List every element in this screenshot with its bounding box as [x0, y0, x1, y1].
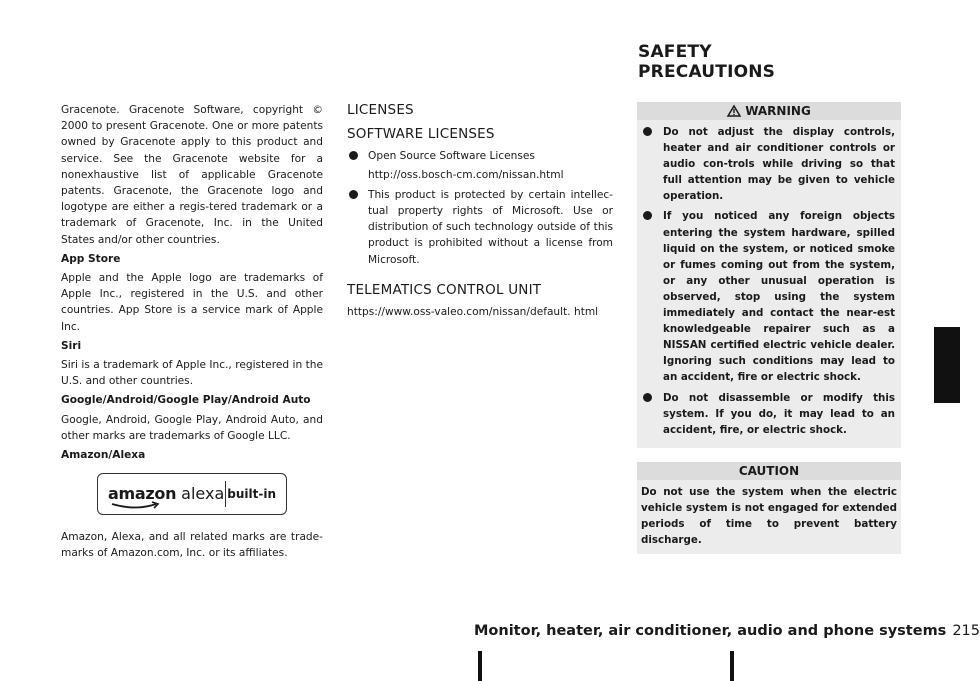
software-licenses-heading: SOFTWARE LICENSES — [347, 126, 495, 143]
bullet-icon — [643, 127, 652, 136]
siri-heading: Siri — [61, 339, 82, 352]
caution-text: Do not use the system when the electric vehicle system is not engaged for extended periods of time to prevent battery discharge. — [641, 485, 897, 547]
column-right — [637, 102, 901, 554]
licenses-heading: LICENSES — [347, 102, 414, 118]
crop-mark — [730, 651, 734, 681]
list-item: This product is protected by certain intellec-tual property rights of Microsoft. Use or distribution of such technology outside of this product is prohibited without a license from Microsoft. — [347, 187, 613, 268]
bullet-icon — [349, 151, 358, 160]
column-left — [61, 102, 323, 565]
amazon-paragraph: Amazon, Alexa, and all related marks are trade-marks of Amazon.com, Inc. or its affiliates. — [61, 531, 323, 560]
caution-box — [637, 462, 901, 554]
chapter-title: Monitor, heater, air conditioner, audio and phone systems — [474, 623, 947, 639]
appstore-heading: App Store — [61, 252, 121, 265]
alexa-wordmark: alexa — [181, 484, 225, 504]
list-item: Open Source Software Licenses — [347, 148, 613, 164]
warning-item: Do not adjust the display controls, heater and air conditioner controls or audio con-trols while driving so that full attention may be given to vehicle operation. — [637, 124, 901, 204]
warning-box — [637, 102, 901, 448]
amazon-smile-icon — [110, 502, 162, 510]
tcu-heading: TELEMATICS CONTROL UNIT — [347, 281, 542, 298]
siri-paragraph: Siri is a trademark of Apple Inc., registered in the U.S. and other countries. — [61, 359, 323, 388]
warning-item: If you noticed any foreign objects entering the system hardware, spilled liquid on the system, or noticed smoke or fumes coming out from the system, or any other unusual operation is observed, stop using the system immediately and contact the near-est knowledgeable repairer such as a NISSAN certified electric vehicle dealer. Ignoring such conditions may lead to an accident, fire or electric shock. — [637, 208, 901, 385]
google-heading: Google/Android/Google Play/Android Auto — [61, 394, 311, 407]
caution-header: CAUTION — [637, 462, 901, 480]
amazon-heading: Amazon/Alexa — [61, 449, 146, 462]
google-paragraph: Google, Android, Google Play, Android Auto, and other marks are trademarks of Google LLC. — [61, 413, 323, 442]
tcu-url[interactable]: https://www.oss-valeo.com/nissan/default. html — [347, 306, 599, 319]
warning-triangle-icon — [727, 105, 741, 117]
column-middle — [347, 102, 613, 320]
amazon-wordmark: amazon — [108, 486, 176, 502]
warning-label: WARNING — [745, 104, 811, 118]
appstore-paragraph: Apple and the Apple logo are trademarks of Apple Inc., registered in the U.S. and other countries. App Store is a service mark of Apple Inc. — [61, 272, 323, 333]
chapter-tab — [934, 327, 960, 403]
bullet-icon — [643, 393, 652, 402]
gracenote-paragraph: Gracenote. Gracenote Software, copyright © 2000 to present Gracenote. One or more patents owned by Gracenote apply to this product and service. See the Gracenote website for a nonexhaustive list of applicable Gracenote patents. Gracenote, the Gracenote logo and logotype are either a regis-tered trademark or a trademark of Gracenote, Inc. in the United States and/or other countries. — [61, 104, 323, 246]
logo-divider — [225, 481, 226, 507]
crop-mark — [478, 651, 482, 681]
page-footer — [474, 623, 980, 639]
bosch-url[interactable]: http://oss.bosch-cm.com/nissan.html — [368, 168, 564, 181]
alexa-built-in-logo — [97, 473, 287, 515]
built-in-label: built-in — [227, 487, 276, 502]
warning-header — [637, 102, 901, 120]
bullet-icon — [349, 190, 358, 199]
bullet-icon — [643, 211, 652, 220]
page-number: 215 — [952, 623, 980, 639]
warning-item: Do not disassemble or modify this system. If you do, it may lead to an accident, fire, or electric shock. — [637, 390, 901, 438]
section-title: SAFETY PRECAUTIONS — [638, 42, 776, 82]
